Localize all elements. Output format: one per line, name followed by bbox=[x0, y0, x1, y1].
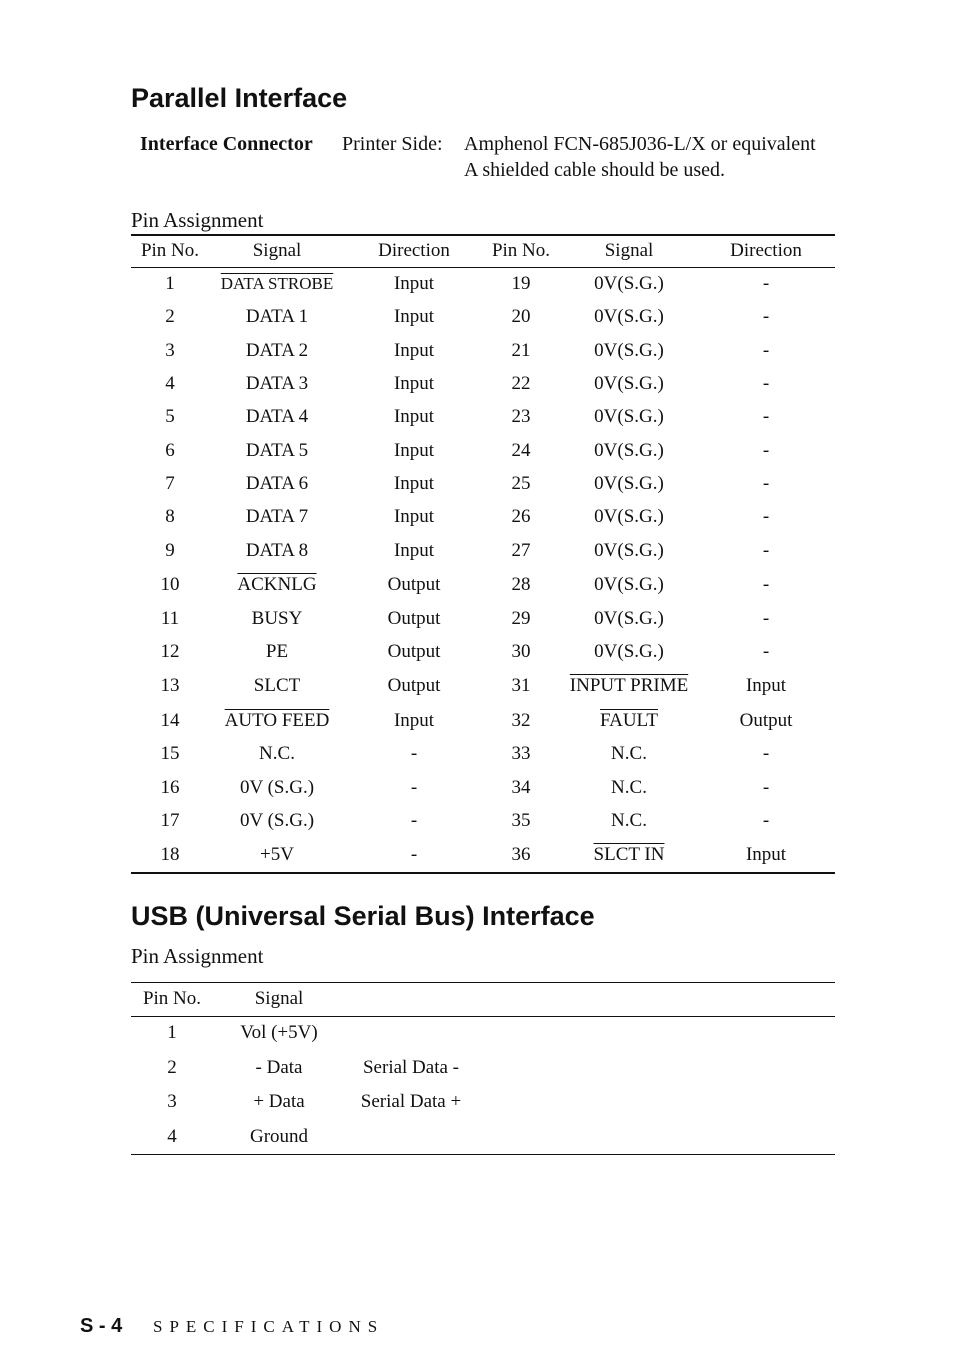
table-cell-pin: 11 bbox=[160, 608, 180, 629]
table-cell-signal: 0V(S.G.) bbox=[594, 506, 664, 527]
usb-cell-signal: + Data bbox=[253, 1091, 305, 1112]
table-cell-direction: - bbox=[762, 440, 770, 461]
table-cell-signal: N.C. bbox=[611, 810, 647, 831]
printer-side-label: Printer Side: bbox=[342, 133, 443, 155]
table-cell-pin: 32 bbox=[511, 710, 531, 731]
table-cell-signal: 0V(S.G.) bbox=[594, 641, 664, 662]
usb-table-top-rule bbox=[131, 982, 835, 983]
table-cell-direction: Input bbox=[393, 506, 435, 527]
table-cell-pin: 16 bbox=[160, 777, 180, 798]
usb-header-signal: Signal bbox=[254, 988, 304, 1009]
table-cell-direction: Input bbox=[393, 710, 435, 731]
parallel-table-top-rule bbox=[131, 234, 835, 236]
usb-cell-description: Serial Data + bbox=[360, 1091, 462, 1112]
table-cell-pin: 22 bbox=[511, 373, 531, 394]
parallel-pin-assignment-label: Pin Assignment bbox=[131, 208, 264, 232]
parallel-interface-title: Parallel Interface bbox=[131, 83, 348, 113]
parallel-table-bottom-rule bbox=[131, 872, 835, 874]
table-cell-direction: Input bbox=[393, 440, 435, 461]
table-cell-signal: DATA 6 bbox=[245, 473, 309, 494]
table-cell-pin: 3 bbox=[165, 340, 175, 361]
table-cell-signal: 0V(S.G.) bbox=[594, 473, 664, 494]
table-cell-pin: 15 bbox=[160, 743, 180, 764]
table-cell-direction: Output bbox=[387, 608, 441, 629]
page-number: S - 4 bbox=[80, 1315, 123, 1337]
table-cell-signal: BUSY bbox=[251, 608, 303, 629]
table-cell-signal: FAULT bbox=[599, 710, 659, 731]
table-cell-direction: - bbox=[762, 777, 770, 798]
table-cell-direction: - bbox=[762, 273, 770, 294]
table-cell-signal: DATA 1 bbox=[245, 306, 309, 327]
table-cell-direction: - bbox=[762, 574, 770, 595]
header-direction-2: Direction bbox=[730, 240, 802, 261]
table-cell-signal: SLCT bbox=[253, 675, 301, 696]
usb-table-bottom-rule bbox=[131, 1154, 835, 1155]
table-cell-signal: 0V(S.G.) bbox=[594, 540, 664, 561]
table-cell-direction: Output bbox=[387, 574, 441, 595]
table-cell-pin: 30 bbox=[511, 641, 531, 662]
table-cell-direction: - bbox=[762, 540, 770, 561]
table-cell-pin: 34 bbox=[511, 777, 531, 798]
table-cell-pin: 1 bbox=[165, 273, 175, 294]
table-cell-direction: - bbox=[762, 306, 770, 327]
table-cell-signal: 0V(S.G.) bbox=[594, 608, 664, 629]
table-cell-pin: 36 bbox=[511, 844, 531, 865]
table-cell-pin: 25 bbox=[511, 473, 531, 494]
header-pin-no: Pin No. bbox=[140, 240, 200, 261]
connector-spec-line1: Amphenol FCN-685J036-L/X or equivalent bbox=[464, 133, 816, 155]
table-cell-direction: - bbox=[762, 473, 770, 494]
table-cell-pin: 24 bbox=[511, 440, 531, 461]
table-cell-pin: 10 bbox=[160, 574, 180, 595]
table-cell-pin: 21 bbox=[511, 340, 531, 361]
table-cell-direction: Input bbox=[745, 675, 787, 696]
table-cell-direction: Output bbox=[387, 641, 441, 662]
section-name: SPECIFICATIONS bbox=[153, 1317, 385, 1336]
table-cell-direction: - bbox=[410, 810, 418, 831]
usb-cell-pin: 3 bbox=[167, 1091, 177, 1112]
table-cell-pin: 28 bbox=[511, 574, 531, 595]
table-cell-direction: - bbox=[762, 608, 770, 629]
usb-pin-assignment-label: Pin Assignment bbox=[131, 944, 264, 968]
table-cell-pin: 23 bbox=[511, 406, 531, 427]
header-signal: Signal bbox=[252, 240, 302, 261]
parallel-table-header-rule bbox=[131, 267, 835, 268]
table-cell-signal: ACKNLG bbox=[237, 574, 317, 595]
usb-table-header-rule bbox=[131, 1016, 835, 1017]
usb-cell-description: Serial Data - bbox=[362, 1057, 460, 1078]
table-cell-pin: 4 bbox=[165, 373, 175, 394]
table-cell-direction: - bbox=[762, 373, 770, 394]
table-cell-direction: - bbox=[762, 406, 770, 427]
table-cell-signal: 0V(S.G.) bbox=[594, 340, 664, 361]
table-cell-signal: 0V(S.G.) bbox=[594, 273, 664, 294]
table-cell-pin: 31 bbox=[511, 675, 531, 696]
table-cell-pin: 6 bbox=[165, 440, 175, 461]
table-cell-pin: 18 bbox=[160, 844, 180, 865]
table-cell-pin: 2 bbox=[165, 306, 175, 327]
table-cell-pin: 14 bbox=[160, 710, 180, 731]
table-cell-signal: DATA STROBE bbox=[220, 274, 334, 293]
header-pin-no-2: Pin No. bbox=[491, 240, 551, 261]
usb-cell-pin: 4 bbox=[167, 1126, 177, 1147]
table-cell-signal: 0V(S.G.) bbox=[594, 306, 664, 327]
table-cell-direction: Input bbox=[393, 540, 435, 561]
table-cell-direction: - bbox=[762, 506, 770, 527]
table-cell-signal: N.C. bbox=[611, 743, 647, 764]
table-cell-signal: 0V (S.G.) bbox=[239, 777, 315, 798]
table-cell-pin: 20 bbox=[511, 306, 531, 327]
table-cell-direction: Input bbox=[393, 273, 435, 294]
table-cell-signal: DATA 3 bbox=[245, 373, 309, 394]
usb-cell-signal: - Data bbox=[255, 1057, 303, 1078]
usb-cell-signal: Ground bbox=[249, 1126, 309, 1147]
table-cell-pin: 8 bbox=[165, 506, 175, 527]
table-cell-pin: 5 bbox=[165, 406, 175, 427]
table-cell-signal: 0V(S.G.) bbox=[594, 440, 664, 461]
table-cell-direction: - bbox=[410, 844, 418, 865]
table-cell-direction: Output bbox=[739, 710, 793, 731]
table-cell-signal: DATA 5 bbox=[245, 440, 309, 461]
table-cell-direction: - bbox=[762, 810, 770, 831]
connector-spec-line2: A shielded cable should be used. bbox=[464, 159, 726, 181]
usb-cell-pin: 1 bbox=[167, 1022, 177, 1043]
table-cell-signal: 0V (S.G.) bbox=[239, 810, 315, 831]
table-cell-direction: Input bbox=[393, 306, 435, 327]
table-cell-pin: 13 bbox=[160, 675, 180, 696]
usb-interface-title: USB (Universal Serial Bus) Interface bbox=[131, 901, 595, 931]
table-cell-signal: DATA 7 bbox=[245, 506, 309, 527]
table-cell-signal: SLCT IN bbox=[593, 844, 665, 865]
usb-header-pin-no: Pin No. bbox=[142, 988, 202, 1009]
table-cell-pin: 12 bbox=[160, 641, 180, 662]
table-cell-signal: PE bbox=[265, 641, 289, 662]
table-cell-direction: - bbox=[410, 743, 418, 764]
table-cell-pin: 27 bbox=[511, 540, 531, 561]
table-cell-signal: DATA 8 bbox=[245, 540, 309, 561]
table-cell-pin: 26 bbox=[511, 506, 531, 527]
table-cell-signal: 0V(S.G.) bbox=[594, 406, 664, 427]
table-cell-signal: N.C. bbox=[259, 743, 295, 764]
header-signal-2: Signal bbox=[604, 240, 654, 261]
table-cell-direction: Output bbox=[387, 675, 441, 696]
usb-cell-pin: 2 bbox=[167, 1057, 177, 1078]
table-cell-direction: - bbox=[762, 340, 770, 361]
table-cell-pin: 29 bbox=[511, 608, 531, 629]
table-cell-direction: - bbox=[762, 641, 770, 662]
table-cell-direction: - bbox=[410, 777, 418, 798]
table-cell-signal: +5V bbox=[260, 844, 294, 865]
table-cell-pin: 17 bbox=[160, 810, 180, 831]
interface-connector-label: Interface Connector bbox=[140, 133, 313, 155]
table-cell-signal: 0V(S.G.) bbox=[594, 373, 664, 394]
table-cell-signal: N.C. bbox=[611, 777, 647, 798]
usb-cell-signal: Vol (+5V) bbox=[240, 1022, 318, 1043]
table-cell-direction: Input bbox=[393, 373, 435, 394]
table-cell-pin: 35 bbox=[511, 810, 531, 831]
table-cell-direction: Input bbox=[393, 473, 435, 494]
table-cell-direction: - bbox=[762, 743, 770, 764]
table-cell-signal: DATA 4 bbox=[245, 406, 309, 427]
table-cell-signal: AUTO FEED bbox=[224, 710, 330, 731]
header-direction: Direction bbox=[378, 240, 450, 261]
table-cell-direction: Input bbox=[393, 406, 435, 427]
table-cell-pin: 19 bbox=[511, 273, 531, 294]
table-cell-pin: 9 bbox=[165, 540, 175, 561]
table-cell-direction: Input bbox=[393, 340, 435, 361]
table-cell-pin: 33 bbox=[511, 743, 531, 764]
table-cell-signal: INPUT PRIME bbox=[569, 675, 689, 696]
table-cell-signal: 0V(S.G.) bbox=[594, 574, 664, 595]
table-cell-signal: DATA 2 bbox=[245, 340, 309, 361]
table-cell-direction: Input bbox=[745, 844, 787, 865]
table-cell-pin: 7 bbox=[165, 473, 175, 494]
